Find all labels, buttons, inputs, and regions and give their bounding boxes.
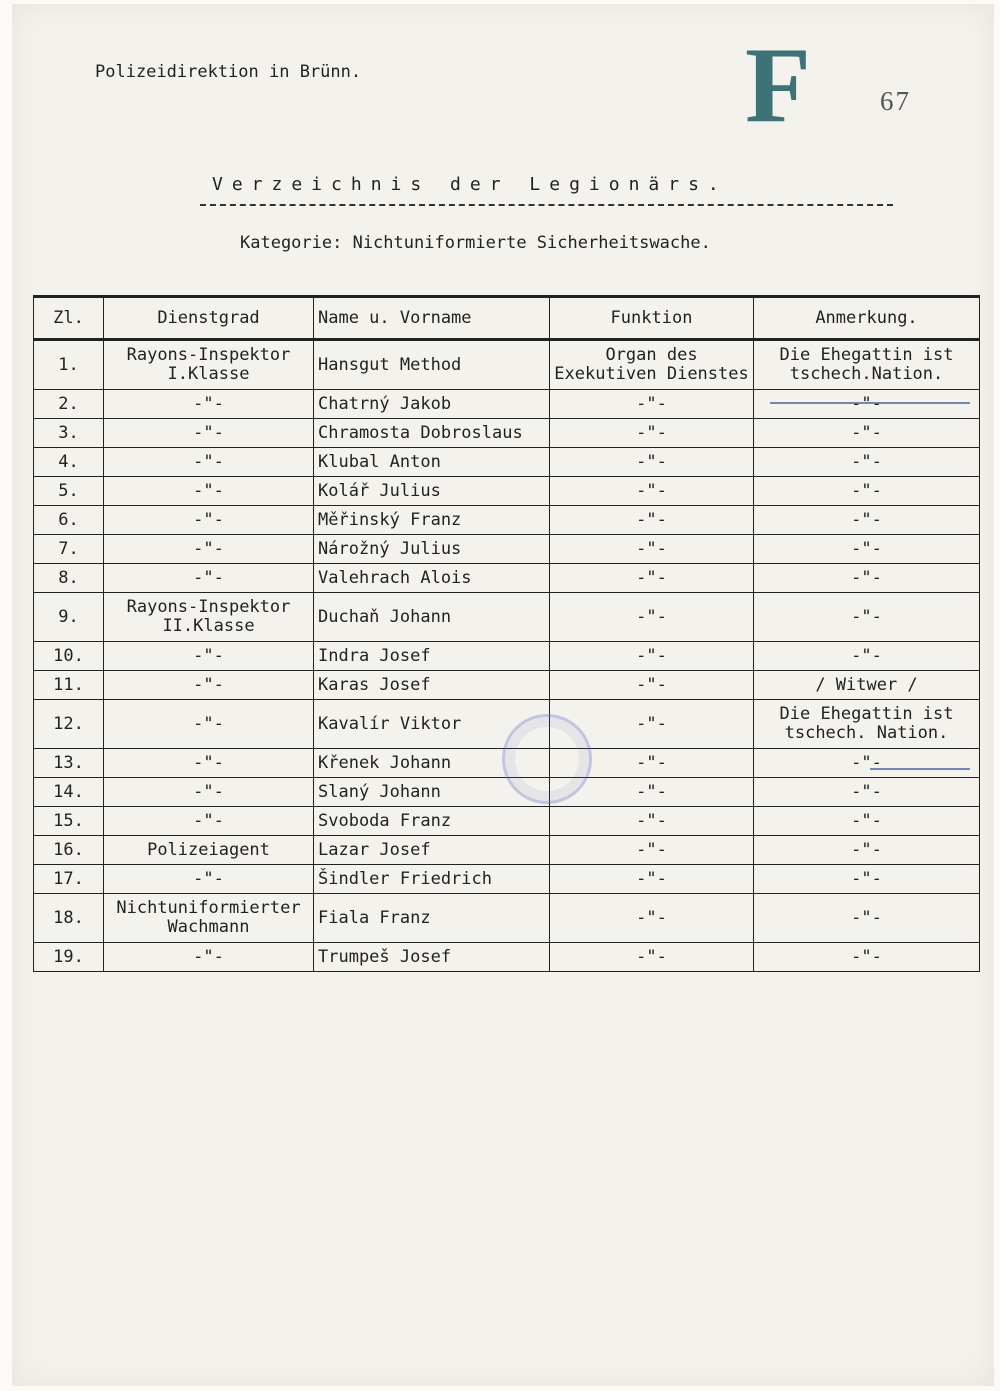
row-number-cell: 6. [34,506,104,535]
name-cell: Kolář Julius [314,477,550,506]
handwritten-note-mark-2 [870,748,970,770]
function-cell: Organ des Exekutiven Dienstes [550,340,754,390]
table-row [34,477,980,506]
name-cell: Valehrach Alois [314,564,550,593]
note-cell: -"- [754,894,980,943]
function-cell: -"- [550,535,754,564]
name-cell: Trumpeš Josef [314,943,550,972]
table-row [34,506,980,535]
name-cell: Lazar Josef [314,836,550,865]
function-cell: -"- [550,642,754,671]
row-number-cell: 7. [34,535,104,564]
name-cell: Svoboda Franz [314,807,550,836]
rank-cell: -"- [104,865,314,894]
function-cell: -"- [550,894,754,943]
function-cell: -"- [550,943,754,972]
table-row [34,593,980,642]
rank-cell: -"- [104,700,314,749]
function-cell: -"- [550,477,754,506]
note-cell: -"- [754,419,980,448]
note-cell: -"- [754,564,980,593]
table-body [34,340,980,972]
note-cell: Die Ehegattin ist tschech. Nation. [754,700,980,749]
note-cell: -"- [754,943,980,972]
function-cell: -"- [550,506,754,535]
function-cell: -"- [550,419,754,448]
col-header-zl: Zl. [34,297,104,340]
row-number-cell: 18. [34,894,104,943]
name-cell: Fiala Franz [314,894,550,943]
name-cell: Hansgut Method [314,340,550,390]
function-cell: -"- [550,749,754,778]
table-row [34,564,980,593]
office-heading: Polizeidirektion in Brünn. [95,62,362,82]
note-cell: -"- [754,807,980,836]
rank-cell: Rayons-Inspektor II.Klasse [104,593,314,642]
row-number-cell: 3. [34,419,104,448]
name-cell: Nárožný Julius [314,535,550,564]
handwritten-note-mark [770,388,970,404]
function-cell: -"- [550,564,754,593]
note-cell: -"- [754,448,980,477]
row-number-cell: 5. [34,477,104,506]
name-cell: Slaný Johann [314,778,550,807]
row-number-cell: 2. [34,390,104,419]
row-number-cell: 11. [34,671,104,700]
note-cell: / Witwer / [754,671,980,700]
rank-cell: Polizeiagent [104,836,314,865]
rank-cell: -"- [104,535,314,564]
row-number-cell: 13. [34,749,104,778]
document-title: Verzeichnis der Legionärs. [212,174,728,195]
rank-cell: -"- [104,943,314,972]
row-number-cell: 12. [34,700,104,749]
rank-cell: -"- [104,749,314,778]
rank-cell: Nichtuniformierter Wachmann [104,894,314,943]
rank-cell: -"- [104,807,314,836]
function-cell: -"- [550,836,754,865]
row-number-cell: 9. [34,593,104,642]
rank-cell: -"- [104,390,314,419]
col-header-note: Anmerkung. [754,297,980,340]
note-cell: -"- [754,477,980,506]
row-number-cell: 14. [34,778,104,807]
col-header-name: Name u. Vorname [314,297,550,340]
title-underline [200,204,893,206]
note-cell: Die Ehegattin ist tschech.Nation. [754,340,980,390]
function-cell: -"- [550,700,754,749]
row-number-cell: 16. [34,836,104,865]
table-row [34,340,980,390]
category-line: Kategorie: Nichtuniformierte Sicherheitswache. [240,233,711,253]
table-header-row [34,297,980,340]
rank-cell: -"- [104,506,314,535]
name-cell: Karas Josef [314,671,550,700]
note-cell: -"- [754,535,980,564]
function-cell: -"- [550,807,754,836]
col-header-function: Funktion [550,297,754,340]
row-number-cell: 15. [34,807,104,836]
name-cell: Měřinský Franz [314,506,550,535]
round-ink-stamp [502,714,592,804]
name-cell: Chatrný Jakob [314,390,550,419]
note-cell: -"- [754,390,980,419]
row-number-cell: 10. [34,642,104,671]
row-number-cell: 1. [34,340,104,390]
note-cell: -"- [754,749,980,778]
table-row [34,535,980,564]
table-row [34,943,980,972]
table-row [34,894,980,943]
table-row [34,642,980,671]
row-number-cell: 17. [34,865,104,894]
note-cell: -"- [754,836,980,865]
col-header-rank: Dienstgrad [104,297,314,340]
rank-cell: -"- [104,778,314,807]
table-row [34,865,980,894]
table-row [34,448,980,477]
page-number: 67 [880,86,911,116]
rank-cell: -"- [104,448,314,477]
rank-cell: -"- [104,564,314,593]
rank-cell: -"- [104,477,314,506]
table-row [34,419,980,448]
name-cell: Klubal Anton [314,448,550,477]
name-cell: Duchaň Johann [314,593,550,642]
note-cell: -"- [754,865,980,894]
name-cell: Křenek Johann [314,749,550,778]
table-row [34,671,980,700]
archive-letter-stamp: F [745,26,811,145]
row-number-cell: 19. [34,943,104,972]
name-cell: Chramosta Dobroslaus [314,419,550,448]
row-number-cell: 4. [34,448,104,477]
note-cell: -"- [754,506,980,535]
function-cell: -"- [550,865,754,894]
rank-cell: -"- [104,671,314,700]
function-cell: -"- [550,448,754,477]
row-number-cell: 8. [34,564,104,593]
rank-cell: -"- [104,419,314,448]
note-cell: -"- [754,593,980,642]
table-row [34,778,980,807]
function-cell: -"- [550,778,754,807]
rank-cell: Rayons-Inspektor I.Klasse [104,340,314,390]
rank-cell: -"- [104,642,314,671]
name-cell: Indra Josef [314,642,550,671]
function-cell: -"- [550,593,754,642]
name-cell: Kavalír Viktor [314,700,550,749]
note-cell: -"- [754,778,980,807]
function-cell: -"- [550,671,754,700]
table-row [34,807,980,836]
note-cell: -"- [754,642,980,671]
function-cell: -"- [550,390,754,419]
table-row [34,836,980,865]
name-cell: Šindler Friedrich [314,865,550,894]
